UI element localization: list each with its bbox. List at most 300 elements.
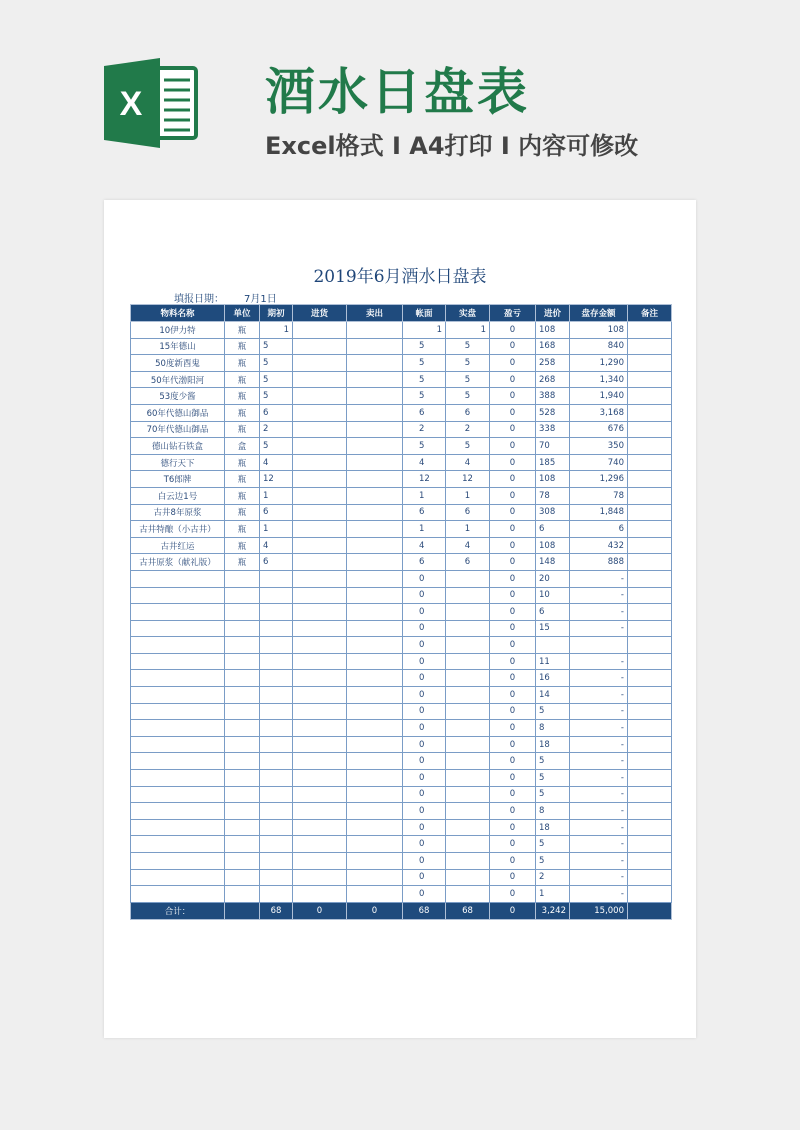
cell-note	[628, 819, 672, 836]
cell-unit: 瓶	[225, 371, 260, 388]
page-title: 酒水日盘表	[265, 63, 530, 121]
cell-variance: 0	[490, 404, 536, 421]
cell-note	[628, 487, 672, 504]
cell-note	[628, 388, 672, 405]
cell-amount: 1,848	[570, 504, 628, 521]
cell-price: 108	[536, 471, 570, 488]
cell-name: 德行天下	[131, 454, 225, 471]
table-row	[131, 786, 672, 803]
cell-price: 10	[536, 587, 570, 604]
cell-variance: 0	[490, 570, 536, 587]
cell-variance: 0	[490, 454, 536, 471]
cell-sold	[347, 703, 403, 720]
cell-sold	[347, 886, 403, 903]
cell-price: 185	[536, 454, 570, 471]
cell-amount: -	[570, 869, 628, 886]
cell-book: 4	[403, 537, 446, 554]
cell-sold	[347, 853, 403, 870]
cell-actual	[446, 653, 490, 670]
cell-actual	[446, 670, 490, 687]
column-header-purchase: 进货	[293, 305, 347, 322]
cell-note	[628, 404, 672, 421]
cell-note	[628, 537, 672, 554]
cell-actual	[446, 886, 490, 903]
cell-note	[628, 687, 672, 704]
cell-opening	[260, 836, 293, 853]
column-header-actual: 实盘	[446, 305, 490, 322]
cell-actual: 5	[446, 355, 490, 372]
cell-unit	[225, 653, 260, 670]
total-amount: 15,000	[570, 902, 628, 919]
cell-purchase	[293, 388, 347, 405]
cell-sold	[347, 322, 403, 339]
cell-name: 白云边1号	[131, 487, 225, 504]
cell-variance: 0	[490, 786, 536, 803]
cell-actual: 5	[446, 371, 490, 388]
cell-purchase	[293, 421, 347, 438]
cell-variance: 0	[490, 554, 536, 571]
column-header-price: 进价	[536, 305, 570, 322]
cell-price: 268	[536, 371, 570, 388]
column-header-name: 物料名称	[131, 305, 225, 322]
cell-book: 5	[403, 371, 446, 388]
cell-unit	[225, 786, 260, 803]
cell-sold	[347, 554, 403, 571]
cell-actual: 4	[446, 454, 490, 471]
table-row	[131, 670, 672, 687]
table-row	[131, 687, 672, 704]
cell-price: 8	[536, 720, 570, 737]
cell-sold	[347, 753, 403, 770]
table-row	[131, 438, 672, 455]
cell-book: 0	[403, 620, 446, 637]
cell-amount: 740	[570, 454, 628, 471]
cell-name: 古井8年原浆	[131, 504, 225, 521]
cell-price: 148	[536, 554, 570, 571]
cell-book: 5	[403, 438, 446, 455]
cell-note	[628, 504, 672, 521]
date-value: 7月1日	[244, 294, 277, 305]
cell-purchase	[293, 338, 347, 355]
cell-price: 5	[536, 853, 570, 870]
cell-book: 12	[403, 471, 446, 488]
table-row	[131, 836, 672, 853]
cell-variance: 0	[490, 836, 536, 853]
table-row	[131, 504, 672, 521]
cell-actual: 5	[446, 438, 490, 455]
cell-amount: 108	[570, 322, 628, 339]
cell-actual	[446, 687, 490, 704]
cell-variance: 0	[490, 819, 536, 836]
cell-name	[131, 836, 225, 853]
cell-price: 6	[536, 604, 570, 621]
cell-unit: 瓶	[225, 487, 260, 504]
cell-sold	[347, 819, 403, 836]
cell-price: 6	[536, 521, 570, 538]
cell-opening	[260, 703, 293, 720]
table-row	[131, 471, 672, 488]
table-row	[131, 554, 672, 571]
cell-book: 6	[403, 404, 446, 421]
cell-name: 古井原浆（献礼版）	[131, 554, 225, 571]
cell-name	[131, 819, 225, 836]
cell-opening: 1	[260, 322, 293, 339]
cell-note	[628, 338, 672, 355]
table-row	[131, 819, 672, 836]
cell-name: 70年代德山御品	[131, 421, 225, 438]
cell-sold	[347, 371, 403, 388]
cell-sold	[347, 587, 403, 604]
cell-actual	[446, 587, 490, 604]
cell-variance: 0	[490, 487, 536, 504]
cell-variance: 0	[490, 753, 536, 770]
cell-amount: -	[570, 620, 628, 637]
table-row	[131, 853, 672, 870]
cell-purchase	[293, 620, 347, 637]
cell-unit: 瓶	[225, 521, 260, 538]
cell-variance: 0	[490, 620, 536, 637]
cell-name	[131, 853, 225, 870]
cell-book: 0	[403, 637, 446, 654]
cell-actual	[446, 836, 490, 853]
cell-opening	[260, 653, 293, 670]
column-header-unit: 单位	[225, 305, 260, 322]
cell-variance: 0	[490, 587, 536, 604]
cell-sold	[347, 670, 403, 687]
cell-name	[131, 670, 225, 687]
table-row	[131, 521, 672, 538]
cell-name: T6郎牌	[131, 471, 225, 488]
cell-purchase	[293, 554, 347, 571]
cell-note	[628, 720, 672, 737]
cell-note	[628, 753, 672, 770]
cell-name	[131, 886, 225, 903]
cell-name	[131, 803, 225, 820]
column-header-variance: 盈亏	[490, 305, 536, 322]
cell-note	[628, 521, 672, 538]
excel-logo-icon	[104, 58, 200, 148]
table-row	[131, 604, 672, 621]
cell-actual	[446, 720, 490, 737]
cell-actual	[446, 736, 490, 753]
cell-unit	[225, 803, 260, 820]
sheet-paper	[104, 200, 696, 1038]
cell-actual: 5	[446, 388, 490, 405]
cell-opening	[260, 736, 293, 753]
cell-amount: 6	[570, 521, 628, 538]
total-opening: 68	[260, 902, 293, 919]
cell-name	[131, 736, 225, 753]
cell-actual: 1	[446, 487, 490, 504]
cell-price: 388	[536, 388, 570, 405]
cell-amount: 78	[570, 487, 628, 504]
cell-book: 0	[403, 653, 446, 670]
cell-opening: 5	[260, 388, 293, 405]
cell-price: 528	[536, 404, 570, 421]
total-price: 3,242	[536, 902, 570, 919]
cell-opening	[260, 687, 293, 704]
table-row	[131, 537, 672, 554]
cell-opening: 12	[260, 471, 293, 488]
cell-variance: 0	[490, 687, 536, 704]
cell-opening	[260, 604, 293, 621]
cell-amount: 676	[570, 421, 628, 438]
cell-book: 0	[403, 753, 446, 770]
cell-amount: -	[570, 819, 628, 836]
cell-opening	[260, 869, 293, 886]
cell-book: 6	[403, 504, 446, 521]
cell-book: 5	[403, 355, 446, 372]
cell-unit	[225, 703, 260, 720]
cell-amount: -	[570, 604, 628, 621]
table-row	[131, 753, 672, 770]
cell-opening	[260, 853, 293, 870]
cell-price: 70	[536, 438, 570, 455]
cell-name	[131, 770, 225, 787]
cell-name	[131, 604, 225, 621]
cell-note	[628, 670, 672, 687]
cell-purchase	[293, 637, 347, 654]
cell-note	[628, 471, 672, 488]
cell-unit	[225, 886, 260, 903]
cell-purchase	[293, 521, 347, 538]
cell-price: 258	[536, 355, 570, 372]
cell-opening	[260, 753, 293, 770]
cell-amount: -	[570, 770, 628, 787]
column-header-book: 帐面	[403, 305, 446, 322]
cell-book: 1	[403, 521, 446, 538]
table-row	[131, 803, 672, 820]
cell-unit	[225, 687, 260, 704]
cell-variance: 0	[490, 537, 536, 554]
cell-name: 50年代渤阳河	[131, 371, 225, 388]
cell-variance: 0	[490, 338, 536, 355]
cell-note	[628, 770, 672, 787]
cell-name: 53度少酱	[131, 388, 225, 405]
cell-sold	[347, 637, 403, 654]
cell-variance: 0	[490, 637, 536, 654]
cell-sold	[347, 570, 403, 587]
cell-purchase	[293, 786, 347, 803]
cell-sold	[347, 404, 403, 421]
cell-actual: 6	[446, 404, 490, 421]
cell-book: 0	[403, 770, 446, 787]
cell-opening	[260, 819, 293, 836]
cell-book: 0	[403, 786, 446, 803]
cell-note	[628, 786, 672, 803]
cell-sold	[347, 537, 403, 554]
page-subtitle: Excel格式 I A4打印 I 内容可修改	[265, 132, 639, 160]
cell-name	[131, 753, 225, 770]
cell-actual: 1	[446, 322, 490, 339]
sheet-title: 2019年6月酒水日盘表	[313, 267, 487, 287]
cell-purchase	[293, 853, 347, 870]
cell-price: 5	[536, 770, 570, 787]
cell-name	[131, 620, 225, 637]
cell-amount: -	[570, 653, 628, 670]
cell-amount: -	[570, 670, 628, 687]
cell-opening	[260, 587, 293, 604]
cell-price: 18	[536, 819, 570, 836]
cell-amount: -	[570, 886, 628, 903]
cell-purchase	[293, 587, 347, 604]
cell-amount: 1,290	[570, 355, 628, 372]
cell-actual: 12	[446, 471, 490, 488]
cell-sold	[347, 786, 403, 803]
cell-purchase	[293, 487, 347, 504]
cell-amount: -	[570, 720, 628, 737]
cell-variance: 0	[490, 853, 536, 870]
cell-note	[628, 853, 672, 870]
cell-book: 4	[403, 454, 446, 471]
cell-unit	[225, 720, 260, 737]
cell-name	[131, 703, 225, 720]
cell-book: 0	[403, 803, 446, 820]
cell-price: 5	[536, 786, 570, 803]
cell-actual: 5	[446, 338, 490, 355]
cell-amount: -	[570, 853, 628, 870]
cell-variance: 0	[490, 653, 536, 670]
cell-sold	[347, 620, 403, 637]
cell-purchase	[293, 404, 347, 421]
cell-name	[131, 637, 225, 654]
cell-actual: 2	[446, 421, 490, 438]
cell-note	[628, 322, 672, 339]
table-row	[131, 355, 672, 372]
inventory-table	[130, 304, 672, 920]
cell-unit: 瓶	[225, 554, 260, 571]
cell-variance: 0	[490, 371, 536, 388]
cell-unit	[225, 620, 260, 637]
cell-unit: 瓶	[225, 537, 260, 554]
cell-unit: 瓶	[225, 471, 260, 488]
cell-opening	[260, 637, 293, 654]
cell-price: 308	[536, 504, 570, 521]
cell-purchase	[293, 803, 347, 820]
cell-variance: 0	[490, 736, 536, 753]
cell-unit	[225, 736, 260, 753]
cell-purchase	[293, 653, 347, 670]
table-row	[131, 388, 672, 405]
cell-purchase	[293, 753, 347, 770]
cell-price: 18	[536, 736, 570, 753]
cell-sold	[347, 454, 403, 471]
cell-book: 5	[403, 338, 446, 355]
cell-amount	[570, 637, 628, 654]
cell-actual	[446, 869, 490, 886]
cell-price: 108	[536, 322, 570, 339]
cell-book: 0	[403, 869, 446, 886]
cell-actual	[446, 819, 490, 836]
cell-book: 0	[403, 886, 446, 903]
cell-purchase	[293, 703, 347, 720]
cell-opening	[260, 570, 293, 587]
cell-note	[628, 570, 672, 587]
cell-purchase	[293, 604, 347, 621]
cell-price: 20	[536, 570, 570, 587]
cell-actual	[446, 803, 490, 820]
cell-note	[628, 604, 672, 621]
cell-purchase	[293, 454, 347, 471]
cell-price: 338	[536, 421, 570, 438]
cell-purchase	[293, 736, 347, 753]
table-row	[131, 620, 672, 637]
cell-variance: 0	[490, 670, 536, 687]
table-row	[131, 703, 672, 720]
cell-unit: 瓶	[225, 355, 260, 372]
cell-sold	[347, 653, 403, 670]
total-actual: 68	[446, 902, 490, 919]
cell-variance: 0	[490, 438, 536, 455]
cell-actual	[446, 570, 490, 587]
cell-book: 0	[403, 687, 446, 704]
table-total-row	[131, 902, 672, 919]
cell-amount: -	[570, 786, 628, 803]
cell-book: 0	[403, 720, 446, 737]
cell-note	[628, 438, 672, 455]
cell-opening	[260, 786, 293, 803]
cell-book: 6	[403, 554, 446, 571]
table-row	[131, 421, 672, 438]
cell-opening: 6	[260, 404, 293, 421]
cell-name: 15年德山	[131, 338, 225, 355]
date-label: 填报日期：	[174, 294, 224, 305]
cell-name	[131, 570, 225, 587]
cell-price: 11	[536, 653, 570, 670]
cell-opening: 1	[260, 487, 293, 504]
cell-variance: 0	[490, 421, 536, 438]
cell-variance: 0	[490, 504, 536, 521]
cell-variance: 0	[490, 720, 536, 737]
cell-opening: 5	[260, 371, 293, 388]
cell-book: 0	[403, 853, 446, 870]
cell-name	[131, 587, 225, 604]
cell-unit: 瓶	[225, 338, 260, 355]
column-header-opening: 期初	[260, 305, 293, 322]
cell-book: 2	[403, 421, 446, 438]
cell-unit: 瓶	[225, 388, 260, 405]
cell-unit	[225, 753, 260, 770]
cell-sold	[347, 388, 403, 405]
cell-actual: 4	[446, 537, 490, 554]
cell-sold	[347, 836, 403, 853]
cell-unit	[225, 836, 260, 853]
cell-sold	[347, 604, 403, 621]
cell-name: 50度新酉鬼	[131, 355, 225, 372]
cell-note	[628, 869, 672, 886]
cell-opening: 5	[260, 338, 293, 355]
total-purchase: 0	[293, 902, 347, 919]
cell-price: 14	[536, 687, 570, 704]
cell-actual	[446, 786, 490, 803]
cell-unit	[225, 853, 260, 870]
cell-actual	[446, 604, 490, 621]
cell-note	[628, 836, 672, 853]
cell-unit: 瓶	[225, 504, 260, 521]
column-header-amount: 盘存金额	[570, 305, 628, 322]
cell-purchase	[293, 322, 347, 339]
cell-variance: 0	[490, 886, 536, 903]
cell-note	[628, 554, 672, 571]
cell-unit: 瓶	[225, 404, 260, 421]
cell-sold	[347, 770, 403, 787]
cell-actual: 6	[446, 554, 490, 571]
cell-purchase	[293, 670, 347, 687]
table-row	[131, 869, 672, 886]
cell-sold	[347, 687, 403, 704]
cell-purchase	[293, 819, 347, 836]
cell-amount: -	[570, 836, 628, 853]
